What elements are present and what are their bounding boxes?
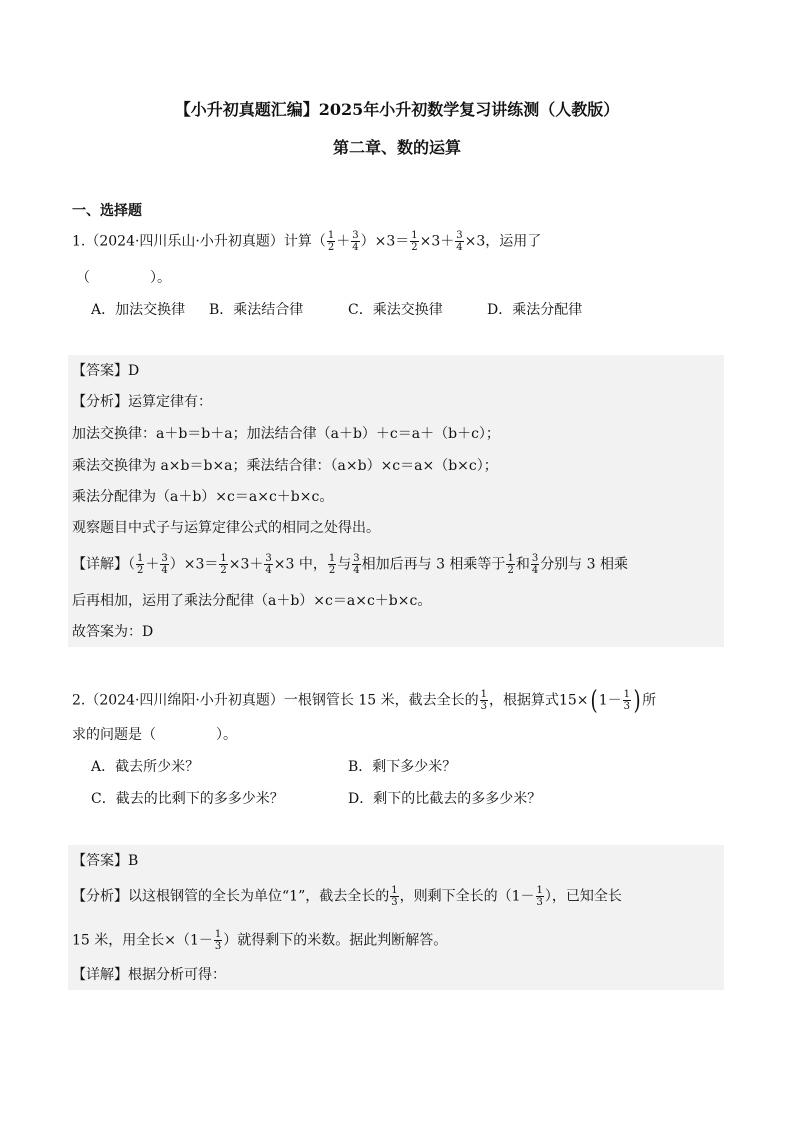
q2-stem-end: 所 <box>642 692 657 709</box>
analysis-line2-a: 15 米，用全长×（1－ <box>72 932 213 949</box>
q1-option-d: D．乘法分配律 <box>487 302 583 318</box>
q1-analysis-line1: 加法交换律：a＋b＝b＋a；加法结合律（a＋b）＋c＝a＋（b＋c）； <box>72 426 500 442</box>
q1-stem-mid: ）×3＝ <box>360 233 410 250</box>
fraction-one-third <box>536 885 544 908</box>
numerator: 1 <box>411 230 418 241</box>
page-title: 【小升初真题汇编】2025年小升初数学复习讲练测（人教版） <box>174 100 620 119</box>
formula-one-minus: 1－ <box>598 692 622 709</box>
q2-analysis <box>72 885 622 908</box>
detail-label: 【详解】（ <box>72 556 135 573</box>
chapter-title: 第二章、数的运算 <box>332 138 461 157</box>
q1-answer: 【答案】D <box>72 363 140 379</box>
paren-open: （ <box>76 270 90 286</box>
q1-conclusion: 故答案为：D <box>72 624 154 640</box>
denominator: 2 <box>328 565 336 576</box>
paren-close: ）。 <box>150 270 171 286</box>
numerator: 3 <box>353 553 360 564</box>
numerator: 3 <box>456 230 463 241</box>
q2-detail: 【详解】根据分析可得： <box>72 967 226 983</box>
q1-analysis-line2: 乘法交换律为 a×b＝b×a；乘法结合律：（a×b）×c＝a×（b×c）； <box>72 458 498 474</box>
analysis-text-a: 【分析】以这根钢管的全长为单位“1”，截去全长的 <box>72 888 390 905</box>
analysis-line2-b: ）就得剩下的米数。据此判断解答。 <box>223 932 448 949</box>
plus-sign: ＋ <box>336 233 351 250</box>
formula-15-times: 15× <box>558 692 589 709</box>
left-paren: ( <box>590 685 598 716</box>
denominator: 2 <box>327 242 335 253</box>
fraction-half <box>219 553 227 576</box>
denominator: 3 <box>623 701 630 712</box>
denominator: 4 <box>353 565 360 576</box>
denominator: 2 <box>507 565 514 576</box>
plus-sign: ＋ <box>145 556 160 573</box>
q1-blank <box>76 268 171 288</box>
q1-analysis: 【分析】运算定律有： <box>72 394 212 410</box>
detail-mid: ×3 中， <box>273 556 327 573</box>
numerator: 1 <box>327 230 335 241</box>
detail-and: 与 <box>337 556 352 573</box>
expr-times: ×3＋ <box>228 556 264 573</box>
q1-detail-line <box>72 553 628 576</box>
expr-mid: ）×3＝ <box>169 556 219 573</box>
detail-end: 分别与 3 相乘 <box>540 556 628 573</box>
q2-answer: 【答案】B <box>72 853 139 869</box>
q1-analysis-line3: 乘法分配律为（a＋b）×c＝a×c＋b×c。 <box>72 489 334 505</box>
denominator: 2 <box>220 565 227 576</box>
numerator: 1 <box>391 885 398 896</box>
numerator: 3 <box>161 553 168 564</box>
q2-analysis-line2 <box>72 929 447 952</box>
denominator: 4 <box>531 565 539 576</box>
denominator: 2 <box>137 565 144 576</box>
fraction-one-third <box>214 929 222 952</box>
numerator: 3 <box>265 553 272 564</box>
q2-line2-text: 求的问题是（ <box>72 727 156 743</box>
q1-analysis-line4: 观察题目中式子与运算定律公式的相同之处得出。 <box>72 520 380 536</box>
fraction-half <box>327 230 335 253</box>
denominator: 2 <box>411 242 418 253</box>
detail-he: 和 <box>515 556 530 573</box>
numerator: 1 <box>137 553 144 564</box>
denominator: 4 <box>161 565 168 576</box>
numerator: 3 <box>352 230 359 241</box>
q1-stem <box>72 230 541 253</box>
fraction-three-quarters <box>531 553 539 576</box>
numerator: 1 <box>507 553 514 564</box>
q1-stem-text: 1.（2024·四川乐山·小升初真题）计算（ <box>72 233 326 250</box>
q2-solution-box <box>68 845 724 990</box>
numerator: 1 <box>328 553 336 564</box>
q2-stem-text: 2.（2024·四川绵阳·小升初真题）一根钢管长 15 米，截去全长的 <box>72 692 479 709</box>
q2-option-c: C．截去的比剩下的多多少米？ <box>91 791 284 807</box>
fraction-half <box>506 553 514 576</box>
q2-stem <box>72 685 657 716</box>
q2-line2-end: ）。 <box>216 727 237 743</box>
fraction-three-quarters <box>160 553 168 576</box>
numerator: 1 <box>623 689 630 700</box>
q1-detail-line2: 后再相加，运用了乘法分配律（a＋b）×c＝a×c＋b×c。 <box>72 593 432 609</box>
q1-option-b: B．乘法结合律 <box>209 302 304 318</box>
detail-tail: 相加后再与 3 相乘等于 <box>361 556 506 573</box>
numerator: 1 <box>214 929 222 940</box>
numerator: 1 <box>536 885 543 896</box>
denominator: 3 <box>214 941 222 952</box>
q2-stem-line2 <box>72 725 237 745</box>
fraction-half <box>328 553 336 576</box>
numerator: 1 <box>480 689 487 700</box>
q1-option-a: A．加法交换律 <box>91 302 186 318</box>
numerator: 1 <box>220 553 227 564</box>
denominator: 4 <box>352 242 359 253</box>
q2-stem-mid: ，根据算式 <box>488 692 559 709</box>
analysis-text-b: ，则剩下全长的（1－ <box>399 888 535 905</box>
denominator: 3 <box>480 701 487 712</box>
denominator: 4 <box>265 565 272 576</box>
fraction-one-third <box>623 689 631 712</box>
q2-option-a: A．截去所少米？ <box>91 759 200 775</box>
section-heading: 一、选择题 <box>72 203 142 219</box>
q1-stem-end: ×3，运用了 <box>464 233 542 250</box>
q1-solution-box <box>68 355 724 647</box>
fraction-half <box>136 553 144 576</box>
q2-option-b: B．剩下多少米？ <box>348 759 457 775</box>
denominator: 4 <box>456 242 463 253</box>
fraction-half <box>410 230 418 253</box>
numerator: 3 <box>531 553 539 564</box>
fraction-three-quarters <box>351 230 359 253</box>
right-paren: ) <box>633 685 641 716</box>
q1-stem-times: ×3＋ <box>419 233 455 250</box>
fraction-one-third <box>390 885 398 908</box>
denominator: 3 <box>536 897 543 908</box>
fraction-three-quarters <box>264 553 272 576</box>
fraction-three-quarters <box>352 553 360 576</box>
fraction-three-quarters <box>455 230 463 253</box>
q2-option-d: D．剩下的比截去的多多少米？ <box>348 791 542 807</box>
denominator: 3 <box>391 897 398 908</box>
fraction-one-third <box>480 689 488 712</box>
q1-option-c: C．乘法交换律 <box>348 302 443 318</box>
analysis-text-c: ），已知全长 <box>544 888 622 905</box>
